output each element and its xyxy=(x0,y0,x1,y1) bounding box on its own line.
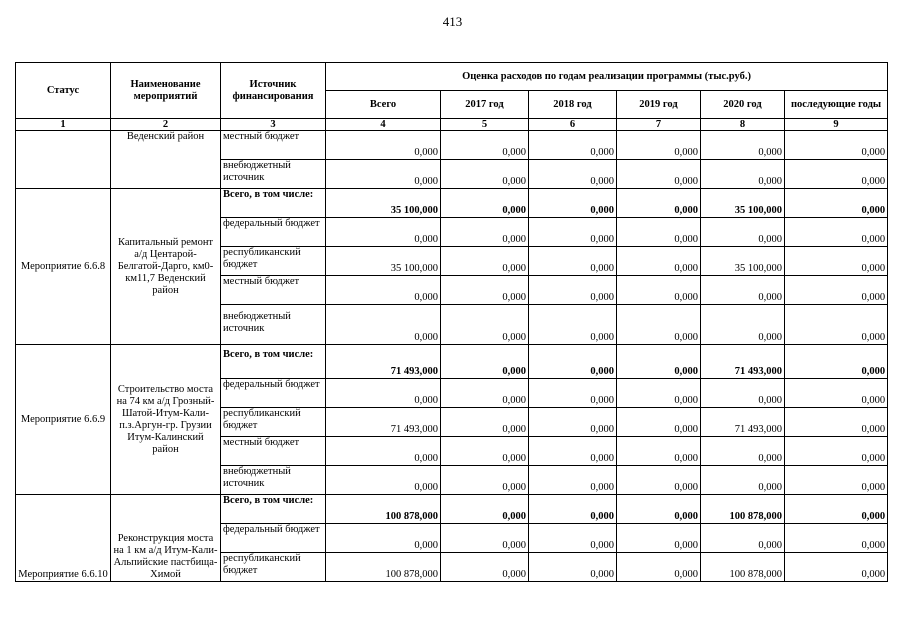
value-cell: 0,000 xyxy=(441,276,529,305)
column-number: 7 xyxy=(617,119,701,131)
column-number: 3 xyxy=(221,119,326,131)
status-cell: Мероприятие 6.6.8 xyxy=(16,189,111,345)
value-cell: 0,000 xyxy=(529,524,617,553)
value-cell: 0,000 xyxy=(785,276,888,305)
value-cell: 0,000 xyxy=(701,466,785,495)
value-cell: 0,000 xyxy=(441,408,529,437)
status-cell: Мероприятие 6.6.9 xyxy=(16,345,111,495)
value-cell: 0,000 xyxy=(441,524,529,553)
value-cell: 0,000 xyxy=(617,408,701,437)
source-cell: внебюджетный источник xyxy=(221,466,326,495)
value-cell: 0,000 xyxy=(785,305,888,345)
header-later: последующие годы xyxy=(785,91,888,119)
value-cell: 71 493,000 xyxy=(701,408,785,437)
value-cell: 0,000 xyxy=(785,345,888,379)
header-source: Источник финансирования xyxy=(221,63,326,119)
header-costs: Оценка расходов по годам реализации программы (тыс.руб.) xyxy=(326,63,888,91)
source-cell: Всего, в том числе: xyxy=(221,345,326,379)
table-row xyxy=(16,131,888,160)
value-cell: 0,000 xyxy=(785,379,888,408)
measure-name: Капитальный ремонт а/д Центарой-Белгатой-Дарго, км0-км11,7 Веденский район xyxy=(111,189,221,345)
value-cell: 35 100,000 xyxy=(326,189,441,218)
column-number: 1 xyxy=(16,119,111,131)
source-cell: внебюджетный источник xyxy=(221,305,326,345)
table-row xyxy=(16,495,888,524)
source-cell: республиканский бюджет xyxy=(221,553,326,582)
value-cell: 0,000 xyxy=(617,276,701,305)
value-cell: 0,000 xyxy=(617,345,701,379)
value-cell: 0,000 xyxy=(441,345,529,379)
measure-name: Веденский район xyxy=(111,131,221,189)
source-cell: республиканский бюджет xyxy=(221,247,326,276)
value-cell: 0,000 xyxy=(701,379,785,408)
header-name: Наименование мероприятий xyxy=(111,63,221,119)
value-cell: 0,000 xyxy=(701,160,785,189)
value-cell: 0,000 xyxy=(617,437,701,466)
value-cell: 100 878,000 xyxy=(326,553,441,582)
budget-table xyxy=(15,62,888,582)
value-cell: 100 878,000 xyxy=(701,495,785,524)
table-row xyxy=(16,345,888,379)
value-cell: 35 100,000 xyxy=(701,189,785,218)
value-cell: 0,000 xyxy=(617,305,701,345)
source-cell: Всего, в том числе: xyxy=(221,189,326,218)
value-cell: 0,000 xyxy=(701,437,785,466)
value-cell: 0,000 xyxy=(529,218,617,247)
value-cell: 0,000 xyxy=(326,131,441,160)
source-cell: внебюджетный источник xyxy=(221,160,326,189)
column-number: 9 xyxy=(785,119,888,131)
header-2019: 2019 год xyxy=(617,91,701,119)
value-cell: 35 100,000 xyxy=(326,247,441,276)
value-cell: 0,000 xyxy=(529,379,617,408)
value-cell: 0,000 xyxy=(529,160,617,189)
value-cell: 0,000 xyxy=(785,553,888,582)
value-cell: 0,000 xyxy=(617,131,701,160)
value-cell: 0,000 xyxy=(529,466,617,495)
value-cell: 0,000 xyxy=(441,160,529,189)
header-status: Статус xyxy=(16,63,111,119)
value-cell: 0,000 xyxy=(785,437,888,466)
value-cell: 0,000 xyxy=(441,131,529,160)
table-row xyxy=(16,189,888,218)
value-cell: 0,000 xyxy=(529,131,617,160)
value-cell: 0,000 xyxy=(785,408,888,437)
value-cell: 0,000 xyxy=(326,466,441,495)
value-cell: 0,000 xyxy=(701,276,785,305)
value-cell: 0,000 xyxy=(441,189,529,218)
value-cell: 0,000 xyxy=(785,466,888,495)
value-cell: 0,000 xyxy=(529,553,617,582)
value-cell: 0,000 xyxy=(617,495,701,524)
value-cell: 0,000 xyxy=(326,305,441,345)
value-cell: 0,000 xyxy=(701,305,785,345)
value-cell: 0,000 xyxy=(701,524,785,553)
source-cell: республиканский бюджет xyxy=(221,408,326,437)
value-cell: 0,000 xyxy=(701,218,785,247)
value-cell: 0,000 xyxy=(617,160,701,189)
value-cell: 0,000 xyxy=(617,379,701,408)
column-number: 8 xyxy=(701,119,785,131)
value-cell: 0,000 xyxy=(785,524,888,553)
page-number: 413 xyxy=(442,14,463,29)
header-2020: 2020 год xyxy=(701,91,785,119)
value-cell: 0,000 xyxy=(785,218,888,247)
value-cell: 71 493,000 xyxy=(701,345,785,379)
header-total: Всего xyxy=(326,91,441,119)
value-cell: 71 493,000 xyxy=(326,408,441,437)
value-cell: 0,000 xyxy=(617,524,701,553)
value-cell: 0,000 xyxy=(529,345,617,379)
value-cell: 0,000 xyxy=(617,553,701,582)
source-cell: местный бюджет xyxy=(221,131,326,160)
header-2017: 2017 год xyxy=(441,91,529,119)
value-cell: 0,000 xyxy=(441,466,529,495)
value-cell: 0,000 xyxy=(441,379,529,408)
source-cell: федеральный бюджет xyxy=(221,524,326,553)
value-cell: 0,000 xyxy=(529,247,617,276)
column-number: 2 xyxy=(111,119,221,131)
measure-name: Реконструкция моста на 1 км а/д Итум-Кали-Альпийские пастбища-Химой xyxy=(111,495,221,582)
value-cell: 0,000 xyxy=(785,160,888,189)
value-cell: 0,000 xyxy=(785,495,888,524)
status-cell: Мероприятие 6.6.10 xyxy=(16,495,111,582)
status-cell xyxy=(16,131,111,189)
value-cell: 0,000 xyxy=(529,408,617,437)
source-cell: федеральный бюджет xyxy=(221,218,326,247)
value-cell: 0,000 xyxy=(441,247,529,276)
column-number: 4 xyxy=(326,119,441,131)
value-cell: 0,000 xyxy=(441,553,529,582)
value-cell: 100 878,000 xyxy=(326,495,441,524)
value-cell: 0,000 xyxy=(617,247,701,276)
value-cell: 0,000 xyxy=(326,437,441,466)
column-numbers-row xyxy=(16,119,888,131)
value-cell: 0,000 xyxy=(326,218,441,247)
value-cell: 0,000 xyxy=(326,160,441,189)
value-cell: 100 878,000 xyxy=(701,553,785,582)
value-cell: 0,000 xyxy=(441,305,529,345)
value-cell: 0,000 xyxy=(441,495,529,524)
value-cell: 0,000 xyxy=(529,276,617,305)
source-cell: местный бюджет xyxy=(221,276,326,305)
value-cell: 0,000 xyxy=(441,437,529,466)
value-cell: 0,000 xyxy=(529,189,617,218)
value-cell: 0,000 xyxy=(617,466,701,495)
source-cell: местный бюджет xyxy=(221,437,326,466)
value-cell: 0,000 xyxy=(326,524,441,553)
value-cell: 71 493,000 xyxy=(326,345,441,379)
value-cell: 0,000 xyxy=(529,305,617,345)
measure-name: Строительство моста на 74 км а/д Грозный-Шатой-Итум-Кали-п.з.Аргун-гр. Грузии Итум-Калинский район xyxy=(111,345,221,495)
value-cell: 0,000 xyxy=(785,131,888,160)
value-cell: 0,000 xyxy=(785,247,888,276)
value-cell: 0,000 xyxy=(529,495,617,524)
source-cell: федеральный бюджет xyxy=(221,379,326,408)
value-cell: 0,000 xyxy=(785,189,888,218)
column-number: 6 xyxy=(529,119,617,131)
value-cell: 35 100,000 xyxy=(701,247,785,276)
column-number: 5 xyxy=(441,119,529,131)
value-cell: 0,000 xyxy=(441,218,529,247)
value-cell: 0,000 xyxy=(617,189,701,218)
value-cell: 0,000 xyxy=(529,437,617,466)
value-cell: 0,000 xyxy=(701,131,785,160)
source-cell: Всего, в том числе: xyxy=(221,495,326,524)
value-cell: 0,000 xyxy=(326,379,441,408)
value-cell: 0,000 xyxy=(326,276,441,305)
header-2018: 2018 год xyxy=(529,91,617,119)
value-cell: 0,000 xyxy=(617,218,701,247)
